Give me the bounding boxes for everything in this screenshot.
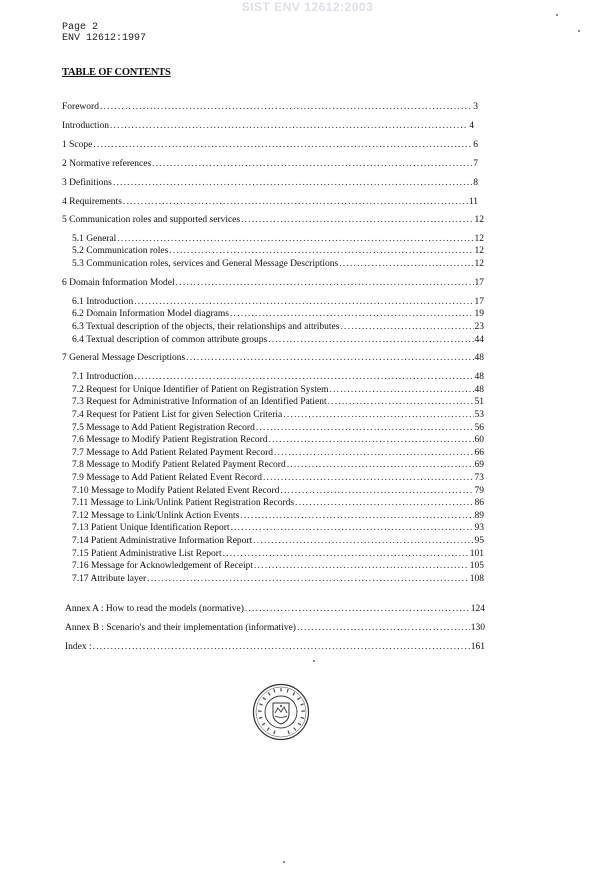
toc-entry-label: Foreword xyxy=(62,102,99,112)
toc-entry-label: 7.1 Introduction xyxy=(72,372,134,382)
toc-entry-label: 6.1 Introduction xyxy=(72,297,134,307)
toc-entry xyxy=(72,536,484,547)
toc-entry xyxy=(72,234,484,245)
toc-entry-label: 6 Domain Information Model xyxy=(62,278,175,288)
toc-entry xyxy=(62,197,478,208)
toc-entry-label: 5.2 Communication roles xyxy=(72,246,169,256)
toc-entry xyxy=(62,140,478,151)
toc-entry xyxy=(72,246,484,257)
toc-entry xyxy=(65,604,485,615)
toc-entry-page: 108 xyxy=(469,574,484,584)
toc-entry-page: 4 xyxy=(469,121,474,131)
toc-entry-leader xyxy=(186,353,473,364)
toc-entry-leader xyxy=(123,197,468,208)
toc-entry-page: 56 xyxy=(474,423,484,433)
toc-entry-label: Annex B : Scenario's and their implementation (informative) xyxy=(65,623,296,633)
toc-entry xyxy=(72,385,484,396)
toc-entry-label: 5.3 Communication roles, services and General Message Descriptions xyxy=(72,259,339,269)
toc-entry-leader xyxy=(113,178,472,189)
toc-entry-leader xyxy=(93,140,472,151)
toc-entry-label: 7.7 Message to Add Patient Related Payment Record xyxy=(72,448,274,458)
watermark: SIST ENV 12612:2003 xyxy=(241,0,374,14)
toc-entry-leader xyxy=(254,561,469,572)
toc-entry xyxy=(72,435,484,446)
toc-entry-page: 12 xyxy=(474,259,484,269)
toc-entry-leader xyxy=(134,297,473,308)
toc-entry-label: 7.16 Message for Acknowledgement of Receipt xyxy=(72,561,253,571)
toc-entry xyxy=(72,486,484,497)
toc-entry-leader xyxy=(268,335,473,346)
toc-entry-label: 4 Requirements xyxy=(62,197,122,207)
toc-entry xyxy=(62,121,474,132)
toc-entry-label: 7.15 Patient Administrative List Report xyxy=(72,549,222,559)
toc-entry-page: 17 xyxy=(474,297,484,307)
toc-entry-page: 53 xyxy=(474,410,484,420)
toc-entry-label: Annex A : How to read the models (normative) xyxy=(65,604,244,614)
toc-entry xyxy=(72,523,484,534)
toc-entry-page: 124 xyxy=(470,604,485,614)
toc-entry-page: 93 xyxy=(474,523,484,533)
toc-entry-leader xyxy=(134,372,473,383)
toc-entry xyxy=(72,460,484,471)
toc-entry xyxy=(72,473,484,484)
toc-entry xyxy=(72,259,484,270)
toc-entry-page: 73 xyxy=(474,473,484,483)
toc-entry xyxy=(72,297,484,308)
toc-entry-leader xyxy=(169,246,473,257)
toc-entry-label: 7.6 Message to Modify Patient Registration Record xyxy=(72,435,268,445)
toc-entry-leader xyxy=(263,473,474,484)
toc-entry-page: 19 xyxy=(474,309,484,319)
toc-entry xyxy=(62,102,478,113)
toc-entry-page: 105 xyxy=(469,561,484,571)
toc-entry xyxy=(65,642,485,653)
toc-entry xyxy=(65,623,485,634)
toc-entry-leader xyxy=(329,385,473,396)
toc-entry-label: Introduction xyxy=(62,121,109,131)
toc-entry-label: 7.8 Message to Modify Patient Related Payment Record xyxy=(72,460,286,470)
toc-entry-label: 7.11 Message to Link/Unlink Patient Registration Records xyxy=(72,498,295,508)
toc-entry-label: 7.13 Patient Unique Identification Report xyxy=(72,523,230,533)
toc-entry-leader xyxy=(253,536,473,547)
toc-entry xyxy=(62,178,478,189)
toc-entry-label: 5.1 General xyxy=(72,234,117,244)
toc-entry-page: 48 xyxy=(474,353,484,363)
toc-entry xyxy=(72,511,484,522)
toc-entry-leader xyxy=(245,604,470,615)
toc-entry-label: 7.5 Message to Add Patient Registration Record xyxy=(72,423,255,433)
toc-entry-label: 6.3 Textual description of the objects, their relationships and attributes xyxy=(72,322,340,332)
toc-entry xyxy=(72,322,484,333)
toc-entry-leader xyxy=(231,523,474,534)
page-number: Page 2 xyxy=(62,22,99,33)
toc-entry-page: 130 xyxy=(470,623,485,633)
toc-entry-label: 7 General Message Descriptions xyxy=(62,353,186,363)
toc-entry-page: 12 xyxy=(474,215,484,225)
toc-entry xyxy=(72,448,484,459)
toc-entry-leader xyxy=(269,435,474,446)
toc-entry-label: 7.4 Request for Patient List for given Selection Criteria xyxy=(72,410,283,420)
toc-entry-leader xyxy=(241,215,473,226)
toc-entry-label: 7.3 Request for Administrative Information of an Identified Patient xyxy=(72,397,327,407)
toc-entry xyxy=(72,372,484,383)
toc-entry-leader xyxy=(340,322,473,333)
toc-entry-leader xyxy=(117,234,473,245)
toc-entry xyxy=(72,335,484,346)
toc-entry-leader xyxy=(328,397,474,408)
toc-entry xyxy=(72,410,484,421)
toc-entry-label: 7.12 Message to Link/Unlink Action Events xyxy=(72,511,240,521)
page-header xyxy=(62,22,146,44)
toc-entry-leader xyxy=(287,460,474,471)
toc-entry-page: 79 xyxy=(474,486,484,496)
toc-entry-page: 95 xyxy=(474,536,484,546)
document-id: ENV 12612:1997 xyxy=(62,33,147,44)
toc-entry-leader xyxy=(223,549,469,560)
toc-entry-leader xyxy=(283,410,473,421)
toc-entry-label: 7.17 Attribute layer xyxy=(72,574,147,584)
toc-entry-page: 60 xyxy=(474,435,484,445)
toc-entry-page: 51 xyxy=(474,397,484,407)
toc-entry-label: 5 Communication roles and supported services xyxy=(62,215,241,225)
toc-entry xyxy=(62,159,478,170)
toc-entry-label: 7.9 Message to Add Patient Related Event Record xyxy=(72,473,262,483)
toc-entry-leader xyxy=(176,278,474,289)
toc-entry-page: 17 xyxy=(474,278,484,288)
toc-entry xyxy=(72,549,484,560)
toc-entry-page: 11 xyxy=(468,197,478,207)
toc-entry xyxy=(72,561,484,572)
toc-entry-label: 6.2 Domain Information Model diagrams xyxy=(72,309,229,319)
toc-entry xyxy=(72,498,484,509)
toc-entry xyxy=(62,215,484,226)
toc-entry-leader xyxy=(339,259,473,270)
toc-entry-page: 86 xyxy=(474,498,484,508)
toc-entry-leader xyxy=(100,102,472,113)
toc-entry-page: 6 xyxy=(473,140,478,150)
toc-entry-label: 7.2 Request for Unique Identifier of Patient on Registration System xyxy=(72,385,329,395)
toc-entry-label: 7.14 Patient Administrative Information Report xyxy=(72,536,253,546)
toc-entry-leader xyxy=(147,574,469,585)
toc-entry xyxy=(72,423,484,434)
toc-entry-leader xyxy=(230,309,474,320)
toc-entry xyxy=(72,309,484,320)
toc-entry-leader xyxy=(280,486,473,497)
toc-entry-label: 6.4 Textual description of common attribute groups xyxy=(72,335,268,345)
toc-entry xyxy=(72,397,484,408)
toc-entry-page: 23 xyxy=(474,322,484,332)
toc-entry-page: 12 xyxy=(474,246,484,256)
toc-entry-page: 69 xyxy=(474,460,484,470)
toc-entry-page: 7 xyxy=(473,159,478,169)
toc-entry-page: 3 xyxy=(473,102,478,112)
toc-entry-page: 8 xyxy=(473,178,478,188)
toc-title: TABLE OF CONTENTS xyxy=(62,67,171,78)
toc-entry-page: 44 xyxy=(474,335,484,345)
official-seal-icon xyxy=(252,683,310,741)
toc-entry-leader xyxy=(256,423,474,434)
toc-entry-label: Index : xyxy=(65,642,92,652)
toc-entry-label: 2 Normative references xyxy=(62,159,152,169)
toc-entry xyxy=(72,574,484,585)
toc-entry-leader xyxy=(93,642,470,653)
toc-entry-leader xyxy=(110,121,468,132)
toc-entry-page: 101 xyxy=(469,549,484,559)
toc-entry-leader xyxy=(240,511,473,522)
toc-entry-page: 12 xyxy=(474,234,484,244)
toc-entry-label: 7.10 Message to Modify Patient Related Event Record xyxy=(72,486,280,496)
toc-entry-leader xyxy=(152,159,472,170)
toc-entry xyxy=(62,278,484,289)
toc-entry-label: 1 Scope xyxy=(62,140,93,150)
toc-entry xyxy=(62,353,484,364)
toc-entry-page: 89 xyxy=(474,511,484,521)
toc-entry-page: 161 xyxy=(470,642,485,652)
toc-entry-page: 48 xyxy=(474,385,484,395)
toc-entry-page: 66 xyxy=(474,448,484,458)
toc-entry-leader xyxy=(295,498,473,509)
toc-entry-leader xyxy=(297,623,470,634)
toc-entry-leader xyxy=(274,448,473,459)
toc-entry-label: 3 Definitions xyxy=(62,178,112,188)
toc-entry-page: 48 xyxy=(474,372,484,382)
